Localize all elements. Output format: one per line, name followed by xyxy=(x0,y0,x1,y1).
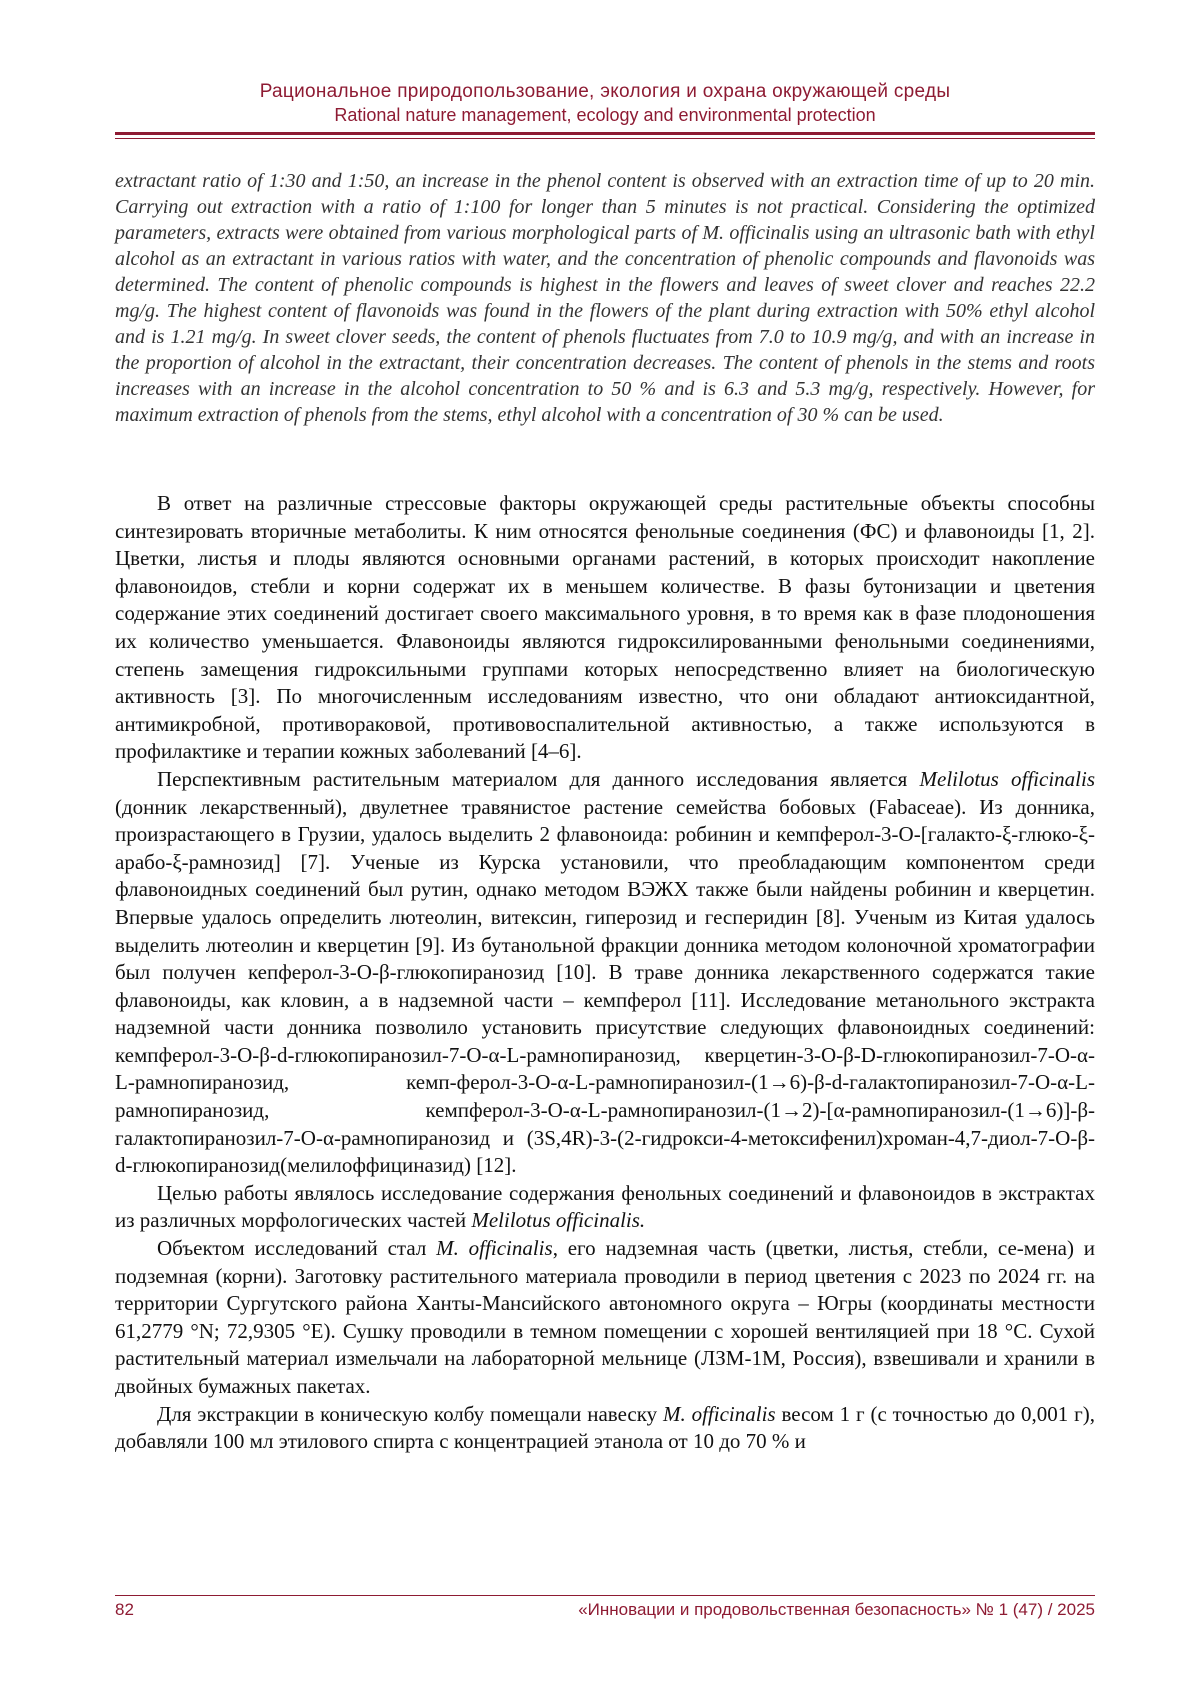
header-title-en: Rational nature management, ecology and environmental protection xyxy=(334,105,876,125)
paragraph-melilotus-flavonoids xyxy=(115,766,1095,1180)
paragraph-research-object xyxy=(115,1235,1095,1401)
p3-species-name: Melilotus officinalis. xyxy=(471,1208,646,1233)
p2-text-a: Перспективным растительным материалом для данного исследования является xyxy=(157,766,920,791)
body-text xyxy=(115,490,1095,1456)
journal-issue: «Инновации и продовольственная безопасность» № 1 (47) / 2025 xyxy=(578,1600,1095,1619)
p2-text-b: (донник лекарственный), двулетнее травянистое растение семейства бобовых (Fabaceae). Из донника, произрастающего в Грузии, удалось выделить 2 флавоноида: робинин и кемпферол-3-О-[галакто-ξ-глюко-ξ-арабо-ξ-рамнозид] [7]. Ученые из Курска установили, что преобладающим компонентом среди флавоноидных соединений был рутин, однако методом ВЭЖХ также были найдены робинин и кверцетин. Впервые удалось определить лютеолин, витексин, гиперозид и гесперидин [8]. Ученым из Китая удалось выделить лютеолин и кверцетин [9]. Из бутанольной фракции донника методом колоночной хроматографии был получен кепферол-3-О-β-глюкопиранозид [10]. В траве донника лекарственного содержатся такие флавоноиды, как кловин, а в надземной части – кемпферол [11]. Исследование метанольного экстракта надземной части донника позволило установить присутствие следующих флавоноидных соединений: кемпферол-3-O-β-d-глюкопиранозил-7-O-α-L-рамнопиранозид, кверцетин-3-O-β-D-глюкопиранозил-7-O-α-L-рамнопиранозид, кемп-ферол-3-O-α-L-рамнопиранозил-(1→6)-β-d-галактопиранозил-7-O-α-L-рамнопиранозид, кемпферол-3-O-α-L-рамнопиранозил-(1→2)-[α-рамнопиранозил-(1→6)]-β-галактопиранозил-7-O-α-рамнопиранозид и (3S,4R)-3-(2-гидрокси-4-метоксифенил)хроман-4,7-диол-7-O-β-d-глюкопиранозид(мелилоффициназид) [12]. xyxy=(115,794,1095,1178)
page-number: 82 xyxy=(115,1600,134,1619)
header-rule-thick xyxy=(115,132,1095,135)
running-footer xyxy=(115,1600,1095,1624)
p4-text-b: , его надземная часть (цветки, листья, стебли, се-мена) и подземная (корни). Заготовку растительного материала проводили в период цветения с 2023 по 2024 гг. на территории Сургутского района Ханты-Мансийского автономного округа – Югры (координаты местности 61,2779 °N; 72,9305 °E). Сушку проводили в темном помещении с хорошей вентиляцией при 18 °С. Сухой растительный материал измельчали на лабораторной мельнице (ЛЗМ-1М, Россия), взвешивали и хранили в двойных бумажных пакетах. xyxy=(115,1236,1095,1398)
running-header xyxy=(115,80,1095,126)
p5-text-a: Для экстракции в коническую колбу помещали навеску xyxy=(157,1401,663,1426)
p3-text-a: Целью работы являлось исследование содержания фенольных соединений и флавоноидов в экстрактах из различных морфологических частей xyxy=(115,1180,1095,1233)
p2-species-name: Melilotus officinalis xyxy=(919,766,1095,791)
p5-species-name: M. officinalis xyxy=(663,1401,776,1426)
abstract-text: extractant ratio of 1:30 and 1:50, an increase in the phenol content is observed with an extraction time of up to 20 min. Carrying out extraction with a ratio of 1:100 for longer than 5 minutes is not practical. Considering the optimized parameters, extracts were obtained from various morphological parts of M. officinalis using an ultrasonic bath with ethyl alcohol as an extractant in various ratios with water, and the concentration of phenolic compounds and flavonoids was determined. The content of phenolic compounds is highest in the flowers and leaves of sweet clover and reaches 22.2 mg/g. The highest content of flavonoids was found in the flowers of the plant during extraction with 50% ethyl alcohol and is 1.21 mg/g. In sweet clover seeds, the content of phenols fluctuates from 7.0 to 10.9 mg/g, and with an increase in the proportion of alcohol in the extractant, their concentration decreases. The content of phenols in the stems and roots increases with an increase in the alcohol concentration to 50 % and is 6.3 and 5.3 mg/g, respectively. However, for maximum extraction of phenols from the stems, ethyl alcohol with a concentration of 30 % can be used. xyxy=(115,170,1095,426)
p4-species-name: M. officinalis xyxy=(436,1236,553,1261)
paragraph-aim xyxy=(115,1180,1095,1235)
footer-rule xyxy=(115,1595,1095,1596)
paragraph-stress-factors: В ответ на различные стрессовые факторы окружающей среды растительные объекты способны синтезировать вторичные метаболиты. К ним относятся фенольные соединения (ФС) и флавоноиды [1, 2]. Цветки, листья и плоды являются основными органами растений, в которых происходит накопление флавоноидов, стебли и корни содержат их в меньшем количестве. В фазы бутонизации и цветения содержание этих соединений достигает своего максимального уровня, в то время как в фазе плодоношения их количество уменьшается. Флавоноиды являются гидроксилированными фенольными соединениями, степень замещения гидроксильными группами которых непосредственно влияет на биологическую активность [3]. По многочисленным исследованиям известно, что они обладают антиоксидантной, антимикробной, противораковой, противовоспалительной активностью, а также используются в профилактике и терапии кожных заболеваний [4–6]. xyxy=(115,491,1095,764)
header-rule-thin xyxy=(115,138,1095,139)
p5-text-b: весом 1 г (с точностью до 0,001 г), добавляли 100 мл этилового спирта с концентрацией этанола от 10 до 70 % и xyxy=(115,1401,1095,1454)
p4-text-a: Объектом исследований стал xyxy=(157,1236,437,1261)
paragraph-extraction xyxy=(115,1401,1095,1456)
header-title-ru: Рациональное природопользование, экология и охрана окружающей среды xyxy=(259,81,951,102)
